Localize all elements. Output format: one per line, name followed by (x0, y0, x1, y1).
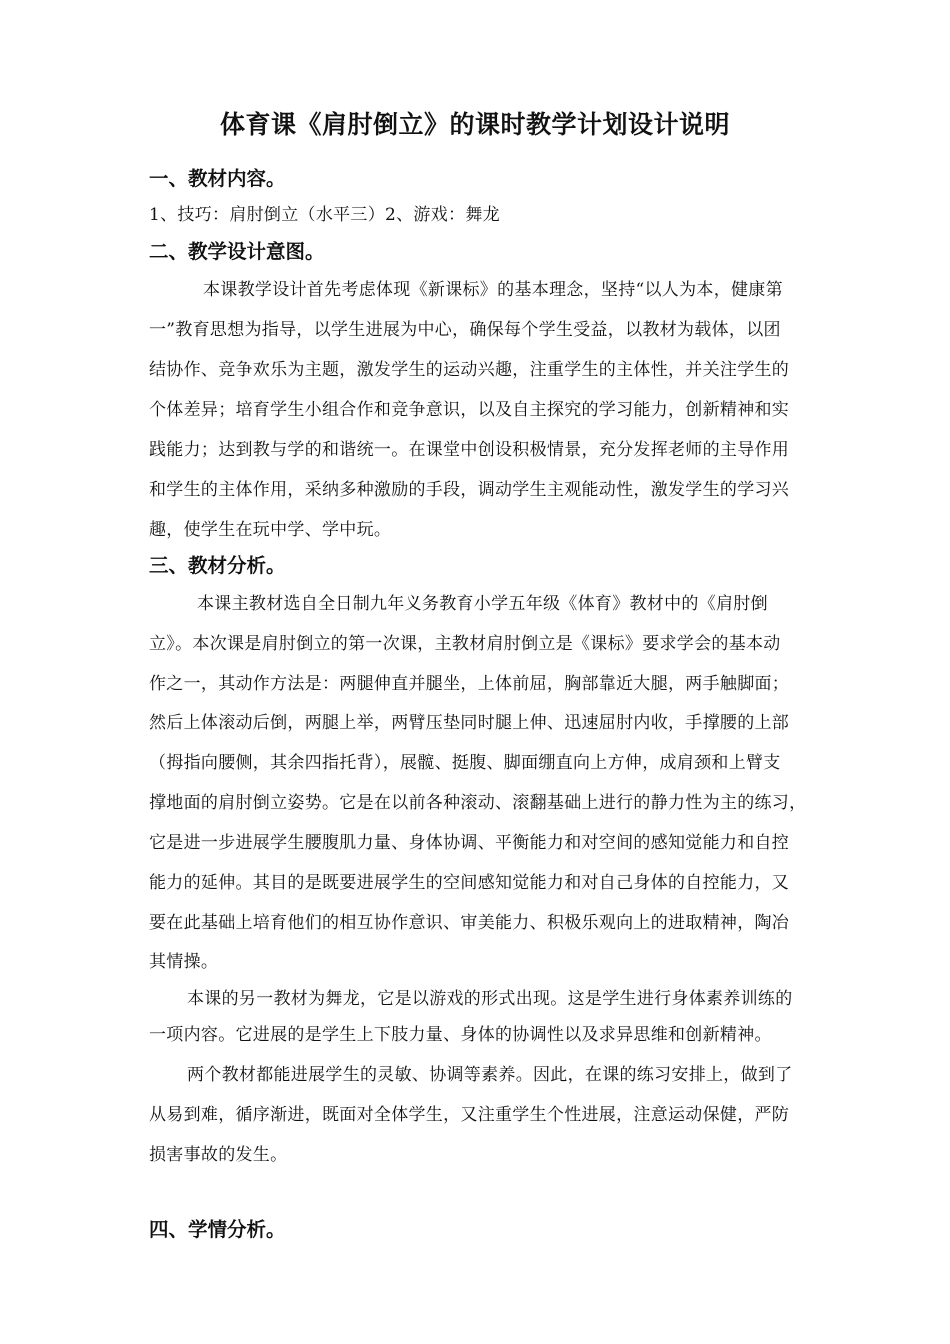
page-title: 体育课《肩肘倒立》的课时教学计划设计说明 (219, 110, 730, 139)
paragraph-line: 撑地面的肩肘倒立姿势。它是在以前各种滚动、滚翻基础上进行的静力性为主的练习， (149, 793, 807, 813)
section-heading-design-intent: 二、教学设计意图。 (149, 240, 325, 263)
paragraph-line: 立》。本次课是肩肘倒立的第一次课，主教材肩肘倒立是《课标》要求学会的基本动 (149, 634, 781, 654)
paragraph-line: 趣，使学生在玩中学、学中玩。 (149, 520, 392, 540)
paragraph-line: 个体差异；培育学生小组合作和竞争意识，以及自主探究的学习能力，创新精神和实 (149, 400, 790, 420)
paragraph-line: 它是进一步进展学生腰腹肌力量、身体协调、平衡能力和对空间的感知觉能力和自控 (149, 833, 790, 853)
paragraph-line: 本课主教材选自全日制九年义务教育小学五年级《体育》教材中的《肩肘倒 (197, 594, 768, 614)
paragraph-line: 本课的另一教材为舞龙，它是以游戏的形式出现。这是学生进行身体素养训练的 (187, 989, 793, 1009)
paragraph-line: 作之一，其动作方法是：两腿伸直并腿坐，上体前屈，胸部靠近大腿，两手触脚面； (149, 674, 790, 694)
section-heading-student-analysis: 四、学情分析。 (149, 1218, 286, 1241)
paragraph-line: 从易到难，循序渐进，既面对全体学生，又注重学生个性进展，注意运动保健，严防 (149, 1105, 790, 1125)
paragraph-line: 1、技巧：肩肘倒立（水平三）2、游戏：舞龙 (149, 205, 500, 225)
paragraph-line: 一项内容。它进展的是学生上下肢力量、身体的协调性以及求异思维和创新精神。 (149, 1025, 772, 1045)
paragraph-line: 践能力；达到教与学的和谐统一。在课堂中创设积极情景，充分发挥老师的主导作用 (149, 440, 790, 460)
paragraph-line: 能力的延伸。其目的是既要进展学生的空间感知觉能力和对自己身体的自控能力，又 (149, 873, 790, 893)
paragraph-line: 和学生的主体作用，采纳多种激励的手段，调动学生主观能动性，激发学生的学习兴 (149, 480, 790, 500)
paragraph-line: 要在此基础上培育他们的相互协作意识、审美能力、积极乐观向上的进取精神，陶冶 (149, 913, 790, 933)
paragraph-line: 两个教材都能进展学生的灵敏、协调等素养。因此，在课的练习安排上，做到了 (187, 1065, 793, 1085)
paragraph-line: 本课教学设计首先考虑体现《新课标》的基本理念，坚持“以人为本，健康第 (203, 280, 783, 300)
section-heading-material-analysis: 三、教材分析。 (149, 554, 286, 577)
paragraph-line: 损害事故的发生。 (149, 1145, 288, 1165)
section-heading-materials: 一、教材内容。 (149, 167, 286, 190)
paragraph-line: 然后上体滚动后倒，两腿上举，两臂压垫同时腿上伸、迅速屈肘内收，手撑腰的上部 (149, 713, 790, 733)
paragraph-line: （拇指向腰侧，其余四指托背），展髋、挺腹、脚面绷直向上方伸，成肩颈和上臂支 (149, 753, 781, 773)
paragraph-line: 一”教育思想为指导，以学生进展为中心，确保每个学生受益，以教材为载体，以团 (149, 320, 781, 340)
paragraph-line: 其情操。 (149, 952, 219, 972)
paragraph-line: 结协作、竞争欢乐为主题，激发学生的运动兴趣，注重学生的主体性，并关注学生的 (149, 360, 790, 380)
